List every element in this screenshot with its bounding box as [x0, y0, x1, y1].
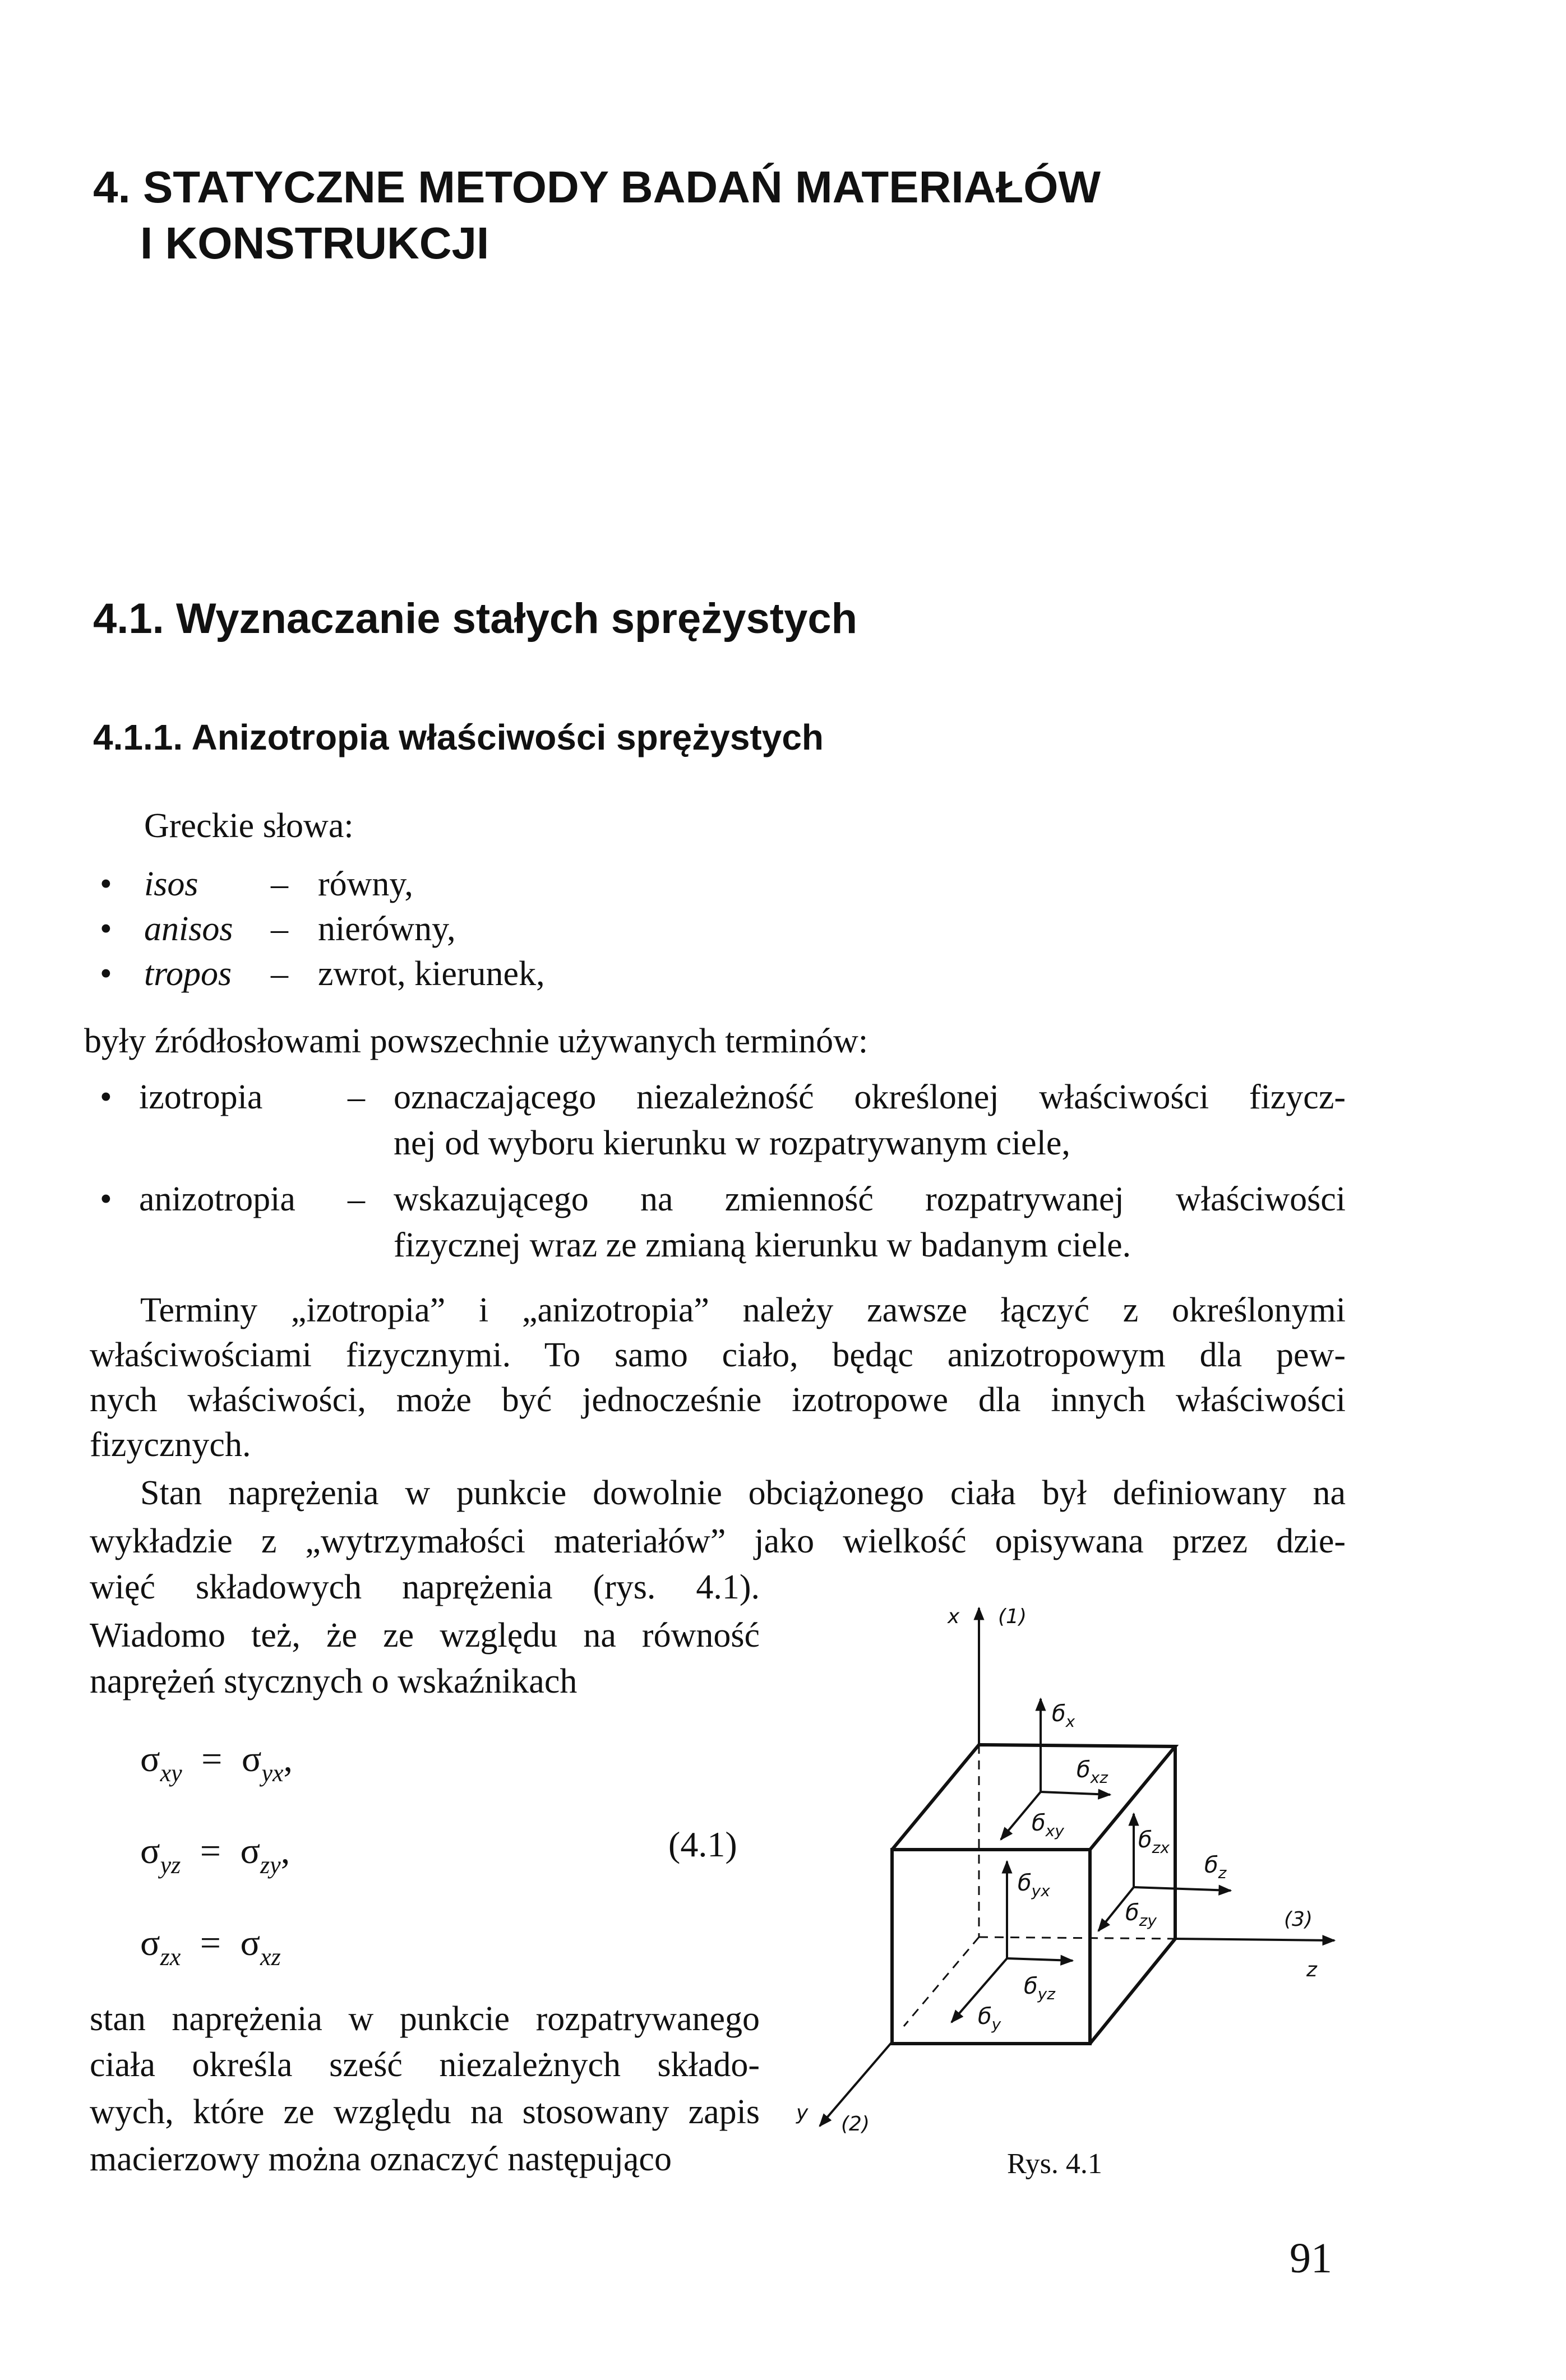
subscript: zy: [260, 1851, 281, 1879]
sigma-symbol: σ: [240, 1831, 261, 1871]
bullet: •: [100, 910, 112, 948]
stress-label-xz: $б_{xz}$: [1077, 1757, 1108, 1787]
sigma-symbol: σ: [140, 1831, 160, 1871]
bullet: •: [100, 1078, 112, 1116]
comma: ,: [280, 1831, 290, 1871]
dash: –: [271, 910, 288, 948]
text-line: więć składowych naprężenia (rys. 4.1).: [90, 1568, 760, 1606]
text-line: nych właściwości, może być jednocześnie izotropowe dla innych właściwości: [90, 1381, 1346, 1419]
dash: –: [271, 955, 288, 993]
bullet: •: [100, 1180, 112, 1218]
subscript: xz: [260, 1943, 281, 1971]
subscript: yx: [261, 1759, 284, 1787]
text-line: stan naprężenia w punkcie rozpatrywanego: [90, 2000, 760, 2038]
page-number: 91: [1290, 2235, 1332, 2282]
axis-y-label: y: [796, 2101, 809, 2124]
term-definition: wskazującego na zmienność rozpatrywanej właściwości: [394, 1180, 1346, 1218]
dash: –: [348, 1078, 365, 1116]
text-line: Terminy „izotropia” i „anizotropia” należy zawsze łączyć z określonymi: [140, 1291, 1346, 1329]
dash: –: [348, 1180, 365, 1218]
greek-word: tropos: [144, 955, 232, 993]
text-line: ciała określa sześć niezależnych składo-: [90, 2046, 760, 2084]
stress-label-xy: $б_{xy}$: [1032, 1810, 1064, 1840]
chapter-title-line1: 4. STATYCZNE METODY BADAŃ MATERIAŁÓW: [93, 162, 1101, 212]
terms-intro: były źródłosłowami powszechnie używanych terminów:: [84, 1022, 869, 1060]
equals-sign: =: [200, 1831, 221, 1871]
dash: –: [271, 865, 288, 903]
equals-sign: =: [201, 1739, 223, 1780]
greek-meaning: nierówny,: [318, 910, 456, 948]
sigma-symbol: σ: [240, 1923, 261, 1963]
greek-meaning: równy,: [318, 865, 413, 903]
stress-label-y: $б_y$: [978, 2004, 1001, 2034]
section-title: 4.1. Wyznaczanie stałych sprężystych: [93, 595, 858, 643]
axis-z-number: (3): [1284, 1908, 1313, 1931]
term-definition: oznaczającego niezależność określonej właściwości fizycz-: [394, 1078, 1346, 1116]
greek-meaning: zwrot, kierunek,: [318, 955, 545, 993]
text-line: Stan naprężenia w punkcie dowolnie obciążonego ciała był definiowany na: [140, 1474, 1346, 1512]
stress-label-z: $б_z$: [1204, 1852, 1227, 1882]
subscript: yz: [160, 1851, 181, 1879]
axis-z: [1175, 1939, 1334, 1940]
text-line: naprężeń stycznych o wskaźnikach: [90, 1662, 578, 1700]
text-line: wych, które ze względu na stosowany zapis: [90, 2093, 760, 2131]
greek-word: anisos: [144, 910, 233, 948]
stress-label-yx: $б_{yx}$: [1018, 1870, 1050, 1900]
stress-label-yz: $б_{yz}$: [1024, 1974, 1055, 2003]
axis-y-number: (2): [841, 2113, 870, 2136]
text-line: wykładzie z „wytrzymałości materiałów” jako wielkość opisywana przez dzie-: [90, 1522, 1346, 1560]
term-definition: nej od wyboru kierunku w rozpatrywanym ciele,: [394, 1124, 1070, 1162]
chapter-title-line2: I KONSTRUKCJI: [140, 218, 489, 268]
equals-sign: =: [200, 1923, 221, 1963]
stress-label-x: $б_x$: [1052, 1701, 1075, 1731]
bullet: •: [100, 955, 112, 993]
text-line: właściwościami fizycznymi. To samo ciało, będąc anizotropowym dla pew-: [90, 1336, 1346, 1374]
subsection-title: 4.1.1. Anizotropia właściwości sprężystych: [93, 717, 824, 757]
stress-label-zx: $б_{zx}$: [1138, 1827, 1170, 1857]
figure-caption: Rys. 4.1: [1007, 2148, 1102, 2180]
text-line: macierzowy można oznaczyć następująco: [90, 2140, 672, 2178]
axis-z-label: z: [1306, 1958, 1317, 1981]
term-definition: fizycznej wraz ze zmianą kierunku w badanym ciele.: [394, 1226, 1131, 1264]
term: izotropia: [139, 1078, 263, 1116]
text-line: fizycznych.: [90, 1426, 251, 1464]
stress-labels: [978, 1701, 1227, 2034]
subscript: zx: [160, 1943, 181, 1971]
equation-number: (4.1): [668, 1824, 737, 1864]
term: anizotropia: [139, 1180, 295, 1218]
bullet: •: [100, 865, 112, 903]
text-line: Wiadomo też, że ze względu na równość: [90, 1616, 760, 1655]
subscript: xy: [160, 1759, 182, 1787]
comma: ,: [283, 1739, 293, 1780]
greek-word: isos: [144, 865, 198, 903]
axis-x-label: x: [948, 1605, 960, 1628]
intro-text: Greckie słowa:: [144, 807, 354, 845]
sigma-symbol: σ: [241, 1739, 262, 1780]
sigma-symbol: σ: [140, 1923, 160, 1963]
stress-label-zy: $б_{zy}$: [1125, 1900, 1157, 1930]
axis-x-number: (1): [998, 1605, 1027, 1628]
sigma-symbol: σ: [140, 1739, 160, 1780]
